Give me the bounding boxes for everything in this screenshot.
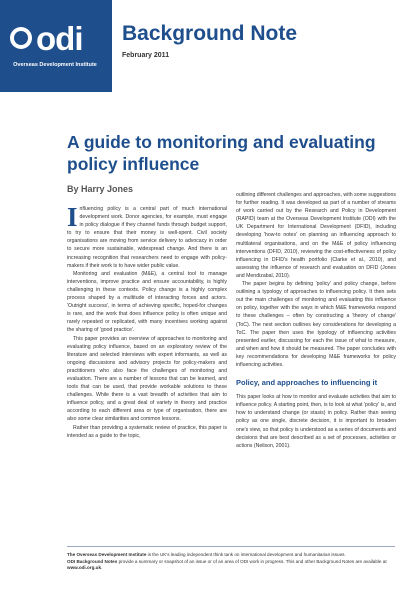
body-paragraph: This paper provides an overview of approaches to monitoring and evaluating policy influence, based on an exploratory review of the literature and selected interviews with expert informants, as well as ongoing discussions and advisory projects for policy-makers and practitioners who also face the challenges of monitoring and evaluation. There are a number of lessons that can be learned, and tools that can be used, that provide workable solutions to these challenges. While there is a vast breadth of activities that aim to influence policy, and a great deal of variety in theory and practice according to each different area or type of organisation, there are also some clear similarities and common lessons. bbox=[67, 335, 227, 423]
footer-end: . bbox=[101, 565, 103, 571]
body-paragraph: Monitoring and evaluation (M&E), a central tool to manage interventions, improve practice and ensure accountability, is highly challenging in these contexts. Policy change is a highly complex process shaped by a multitude of interacting forces and actors. 'Outright success', in terms of achieving specific, hoped-for changes is rare, and the work that does influence policy is often unique and rarely repeated or replicated, with many incentives working against the sharing of 'good practice'. bbox=[67, 270, 227, 334]
intro-text: nfluencing policy is a central part of much international development work. Donor agencies, for example, must engage in policy dialogue if they channel funds through budget support, to try to ensure that their money is well-spent. Civil society organisations are moving from service delivery to advocacy in order to secure more sustainable, widespread change. And there is an increasing recognition that researchers need to engage with policy-makers if their work is to have wider public value. bbox=[67, 206, 227, 269]
footer-series-description: provide a summary or snapshot of an issue or of an area of ODI work in progress. This and other Background Notes are available at bbox=[117, 558, 387, 564]
footer-series-name: ODI Background Notes bbox=[67, 558, 118, 564]
body-paragraph: Rather than providing a systematic review of practice, this paper is intended as a guide to the topic, bbox=[67, 424, 227, 439]
odi-logo-mark bbox=[10, 27, 32, 49]
left-column bbox=[67, 202, 227, 440]
body-paragraph: outlining different challenges and approaches, with some suggestions for further reading. It was developed as part of a number of streams of work carried out by the Research and Policy in Development (RAPID) team at the Overseas Development Institute (ODI) with the UK Department for International Development (DFID), including developing 'how-to notes' on planning an influencing approach to multilateral organisations, and on the M&E of policy influencing interventions (DFID, 2010), reviewing the cost-effectiveness of policy influencing in DFID's health portfolio (Clarke et al., 2010), and assessing the influence of research and evaluation on DFID (Jones and Mendizabal, 2010). bbox=[236, 192, 396, 279]
document-title: A guide to monitoring and evaluating policy influence bbox=[67, 132, 376, 174]
drop-cap: I bbox=[67, 202, 78, 232]
header-band bbox=[0, 0, 112, 92]
intro-paragraph bbox=[67, 202, 227, 270]
footer-odi-name: The Overseas Development Institute bbox=[67, 552, 147, 557]
footer-note bbox=[67, 552, 395, 572]
section-heading: Policy, and approaches to influencing it bbox=[236, 378, 378, 388]
series-title: Background Note bbox=[122, 22, 298, 45]
organisation-name: Overseas Development Institute bbox=[13, 62, 97, 68]
odi-logo-text: odi bbox=[36, 20, 83, 57]
right-column bbox=[236, 191, 396, 450]
body-paragraph: The paper begins by defining 'policy' and policy change, before outlining a typology of approaches to influencing policy. It then sets out the main challenges of monitoring and evaluating this influence on policy, together with the ways in which M&E frameworks respond to these challenges – often by constructing a 'theory of change' (ToC). The next section outlines key considerations for developing a ToC. The paper then uses the typology of influencing activities presented earlier, discussing for each the issue of what to measure, and when and how it should be measured. The paper concludes with key recommendations for developing M&E frameworks for policy influencing activities. bbox=[236, 281, 396, 368]
footer-divider bbox=[67, 546, 395, 547]
footer-url-link[interactable]: www.odi.org.uk bbox=[67, 565, 102, 571]
footer-odi-description: is the UK's leading independent think tank on international development and humanitarian issues. bbox=[146, 552, 346, 557]
publication-date: February 2011 bbox=[122, 52, 170, 59]
author-byline: By Harry Jones bbox=[67, 184, 134, 194]
body-paragraph: This paper looks at how to monitor and evaluate activities that aim to influence policy. A starting point, then, is to look at what 'policy' is, and how to understand change (or stasis) in policy. Rather than seeing policy as one single, discrete decision, it is important to broaden one's view, so that policy is understood as a series of documents and decisions that are best described as a set of processes, activities or actions (Neilson, 2001). bbox=[236, 394, 396, 449]
